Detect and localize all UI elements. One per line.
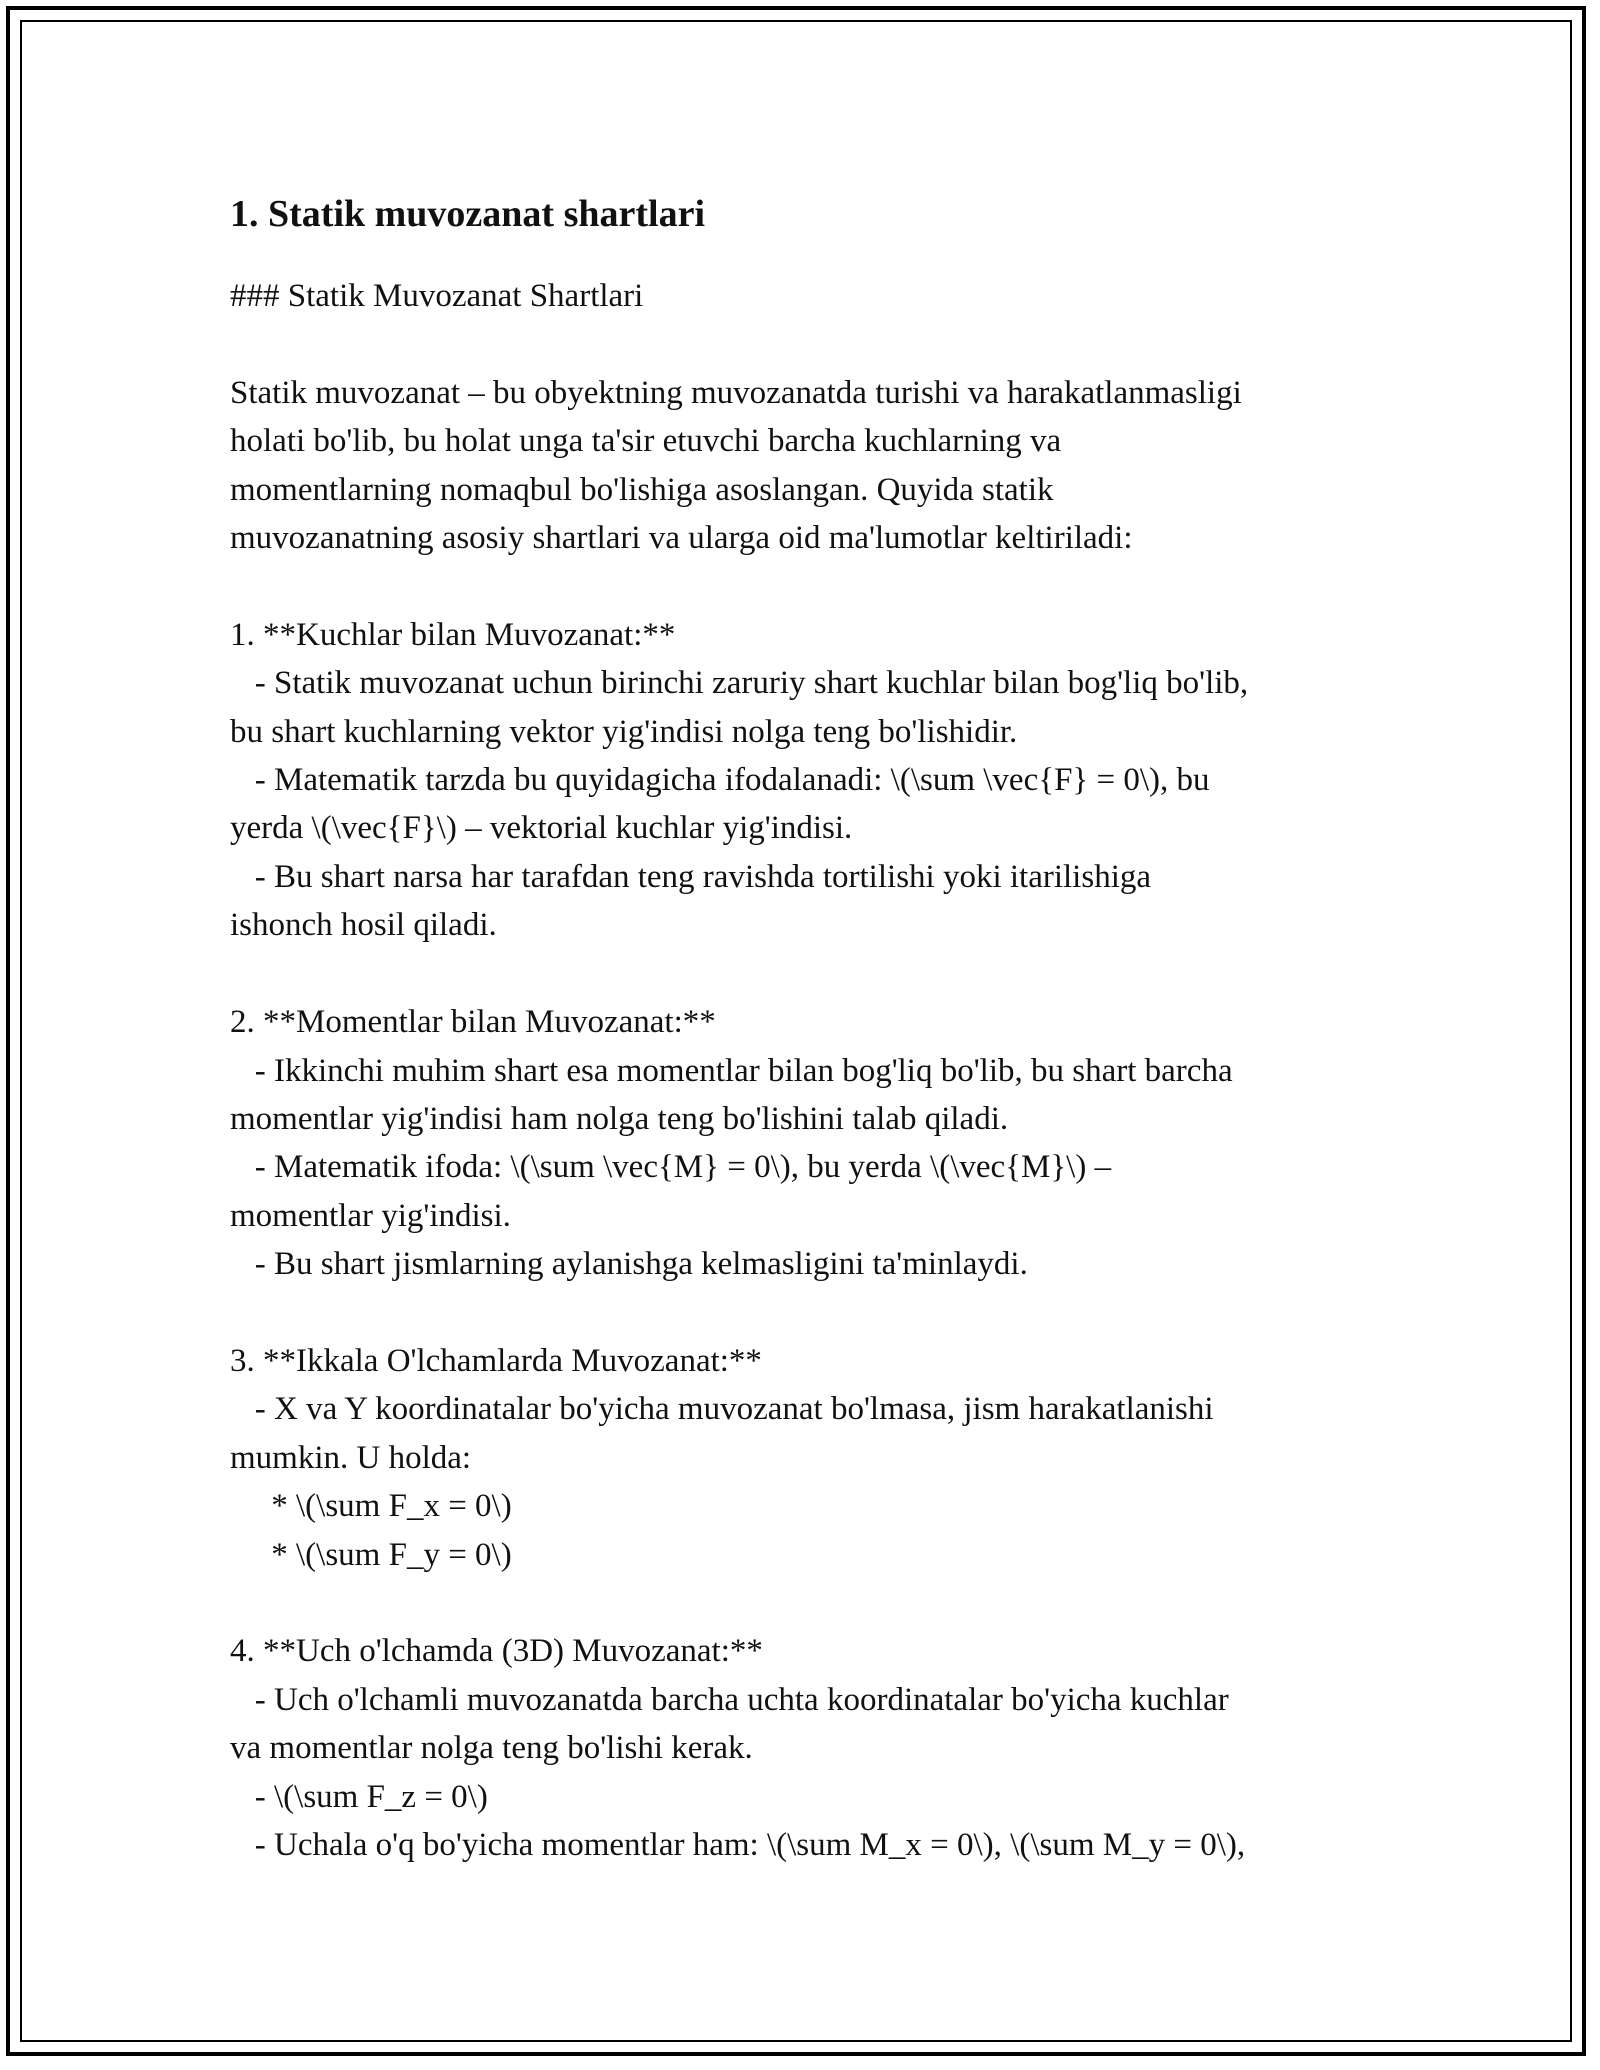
document-title: 1. Statik muvozanat shartlari xyxy=(230,193,705,235)
document-content xyxy=(230,186,1390,1869)
document-body: ### Statik Muvozanat Shartlari Statik muvozanat – bu obyektning muvozanatda turishi va harakatlanmasligi holati bo'lib, bu holat unga ta'sir etuvchi barcha kuchlarning va momentlarning nomaqbul bo'lishiga asoslangan. Quyida statik muvozanatning asosiy shartlari va ularga oid ma'lumotlar keltiriladi: 1. **Kuchlar bilan Muvozanat:** - Statik muvozanat uchun birinchi zaruriy shart kuchlar bilan bog'liq bo'lib, bu shart kuchlarning vektor yig'indisi nolga teng bo'lishidir. - Matematik tarzda bu quyidagicha ifodalanadi: \(\sum \vec{F} = 0\), bu yerda \(\vec{F}\) – vektorial kuchlar yig'indisi. - Bu shart narsa har tarafdan teng ravishda tortilishi yoki itarilishiga ishonch hosil qiladi. 2. **Momentlar bilan Muvozanat:** - Ikkinchi muhim shart esa momentlar bilan bog'liq bo'lib, bu shart barcha momentlar yig'indisi ham nolga teng bo'lishini talab qiladi. - Matematik ifoda: \(\sum \vec{M} = 0\), bu yerda \(\vec{M}\) – momentlar yig'indisi. - Bu shart jismlarning aylanishga kelmasligini ta'minlaydi. 3. **Ikkala O'lchamlarda Muvozanat:** - X va Y koordinatalar bo'yicha muvozanat bo'lmasa, jism harakatlanishi mumkin. U holda: * \(\sum F_x = 0\) * \(\sum F_y = 0\) 4. **Uch o'lchamda (3D) Muvozanat:** - Uch o'lchamli muvozanatda barcha uchta koordinatalar bo'yicha kuchlar va momentlar nolga teng bo'lishi kerak. - \(\sum F_z = 0\) - Uchala o'q bo'yicha momentlar ham: \(\sum M_x = 0\), \(\sum M_y = 0\), xyxy=(230,278,1249,1863)
